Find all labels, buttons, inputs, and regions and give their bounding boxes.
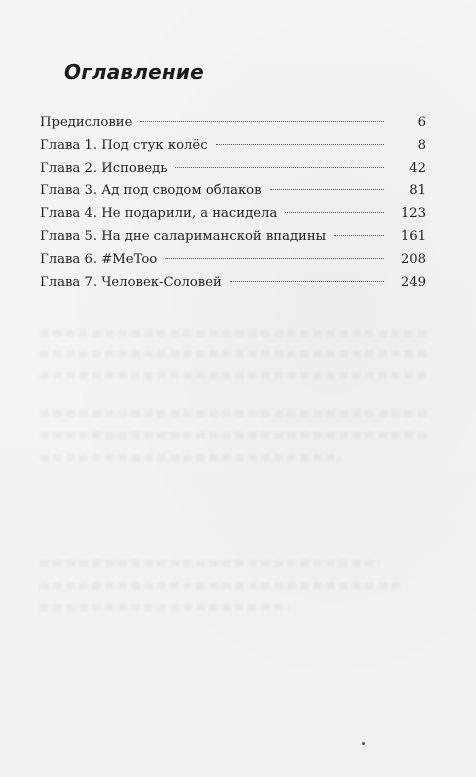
toc-entry-label: Глава 6. #MeToo [40, 251, 158, 267]
show-through-text [40, 350, 430, 357]
ink-speck [362, 742, 365, 745]
toc-entry-page: 208 [400, 251, 426, 267]
toc-entry[interactable] [40, 180, 426, 203]
show-through-text [40, 372, 430, 379]
toc-entry[interactable] [40, 272, 426, 295]
toc-entry[interactable] [40, 203, 426, 226]
dot-leader [165, 258, 384, 259]
dot-leader [216, 144, 384, 145]
show-through-text [40, 410, 430, 417]
toc-entry-page: 123 [400, 206, 426, 222]
toc-entry-page: 42 [409, 160, 426, 176]
show-through-text [40, 432, 430, 439]
toc-entry-page: 8 [417, 137, 426, 153]
toc-entry-label: Глава 7. Человек-Соловей [40, 274, 222, 290]
dot-leader [270, 189, 384, 190]
toc-entry-page: 249 [400, 274, 426, 290]
show-through-text [40, 454, 340, 461]
show-through-text [40, 330, 430, 337]
show-through-text [40, 560, 380, 567]
dot-leader [334, 235, 384, 236]
dot-leader [175, 167, 384, 168]
dot-leader [140, 121, 384, 122]
table-of-contents [40, 112, 426, 294]
toc-entry[interactable] [40, 135, 426, 158]
toc-entry-page: 6 [417, 115, 426, 130]
toc-entry[interactable] [40, 158, 426, 181]
dot-leader [285, 212, 384, 213]
toc-entry[interactable] [40, 249, 426, 272]
dot-leader [230, 281, 384, 282]
toc-entry-label: Глава 5. На дне салариманской впадины [40, 228, 327, 244]
toc-entry-page: 161 [400, 228, 426, 244]
toc-entry-label: Глава 3. Ад под сводом облаков [40, 183, 262, 199]
toc-entry[interactable] [40, 112, 426, 135]
show-through-text [40, 604, 290, 611]
toc-entry-label: Глава 4. Не подарили, а насидела [40, 206, 278, 222]
show-through-text [40, 582, 400, 589]
toc-entry-label: Предисловие [40, 115, 133, 130]
toc-entry[interactable] [40, 226, 426, 249]
toc-title: Оглавление [64, 60, 204, 84]
toc-entry-label: Глава 1. Под стук колёс [40, 137, 208, 153]
toc-entry-page: 81 [409, 183, 426, 199]
toc-entry-label: Глава 2. Исповедь [40, 160, 168, 176]
